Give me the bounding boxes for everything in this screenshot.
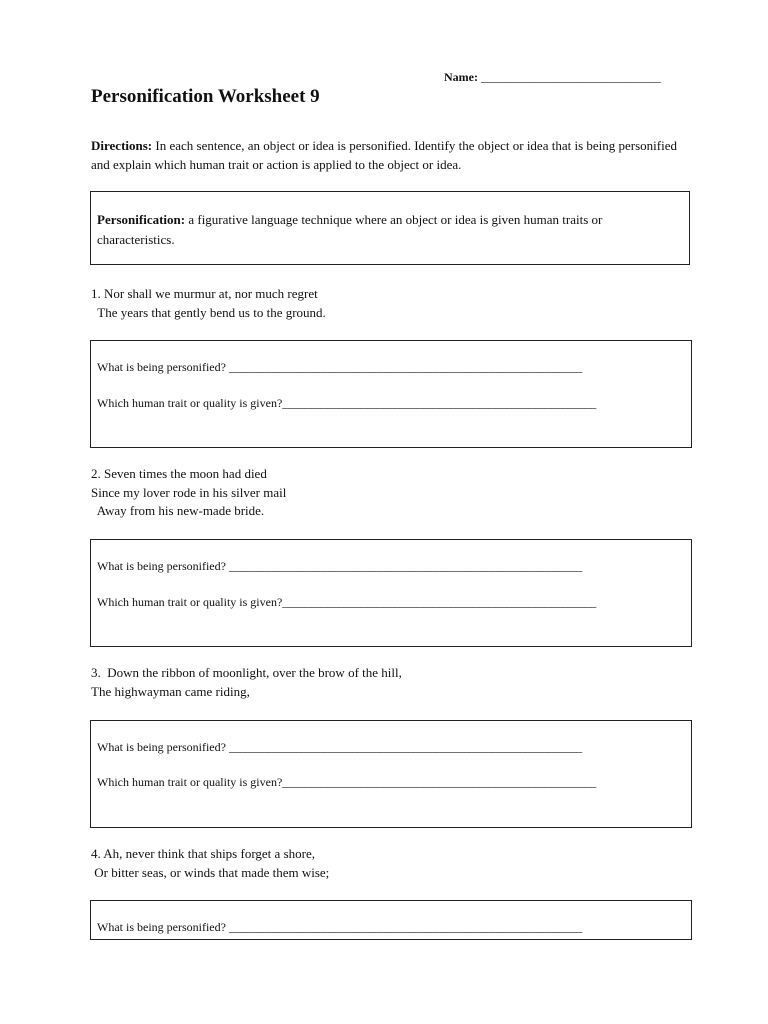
answer-line[interactable]: ________________________________________________________ <box>282 595 596 609</box>
name-blank[interactable]: ______________________________ <box>480 70 661 84</box>
answer-line[interactable]: _______________________________________________________________ <box>228 920 582 934</box>
answer-box-3 <box>90 720 692 828</box>
directions-text: In each sentence, an object or idea is personified. Identify the object or idea that is being personified and explain which human trait or action is applied to the object or idea. <box>91 138 678 172</box>
answer-line[interactable]: _______________________________________________________________ <box>228 740 582 754</box>
what-personified-row[interactable] <box>97 920 582 935</box>
which-trait-prompt: Which human trait or quality is given? <box>97 595 283 609</box>
what-personified-row[interactable] <box>97 360 582 375</box>
page-title: Personification Worksheet 9 <box>91 86 320 107</box>
definition-box <box>90 191 690 265</box>
which-trait-prompt: Which human trait or quality is given? <box>97 396 283 410</box>
directions <box>91 136 691 174</box>
name-label: Name: <box>444 70 478 84</box>
answer-line[interactable]: _______________________________________________________________ <box>228 360 582 374</box>
which-trait-row[interactable] <box>97 396 596 411</box>
definition-text: a figurative language technique where an object or idea is given human traits or characteristics. <box>97 212 603 247</box>
what-personified-prompt: What is being personified? <box>97 360 229 374</box>
which-trait-row[interactable] <box>97 595 596 610</box>
which-trait-row[interactable] <box>97 775 596 790</box>
what-personified-row[interactable] <box>97 559 582 574</box>
which-trait-prompt: Which human trait or quality is given? <box>97 775 283 789</box>
what-personified-prompt: What is being personified? <box>97 559 229 573</box>
question-4-text: 4. Ah, never think that ships forget a shore, Or bitter seas, or winds that made them wise; <box>91 846 330 880</box>
question-1-text: 1. Nor shall we murmur at, nor much regret The years that gently bend us to the ground. <box>91 286 326 320</box>
definition-label: Personification: <box>97 212 186 227</box>
answer-box-4 <box>90 900 692 940</box>
answer-line[interactable]: ________________________________________________________ <box>282 396 596 410</box>
what-personified-prompt: What is being personified? <box>97 920 229 934</box>
name-field[interactable] <box>444 70 661 85</box>
answer-line[interactable]: ________________________________________________________ <box>282 775 596 789</box>
what-personified-row[interactable] <box>97 740 582 755</box>
answer-box-2 <box>90 539 692 647</box>
what-personified-prompt: What is being personified? <box>97 740 229 754</box>
directions-label: Directions: <box>91 138 153 153</box>
question-3-text: 3. Down the ribbon of moonlight, over the brow of the hill, The highwayman came riding, <box>91 665 402 699</box>
answer-line[interactable]: _______________________________________________________________ <box>228 559 582 573</box>
question-2-text: 2. Seven times the moon had died Since my lover rode in his silver mail Away from his new-made bride. <box>91 466 287 518</box>
answer-box-1 <box>90 340 692 448</box>
